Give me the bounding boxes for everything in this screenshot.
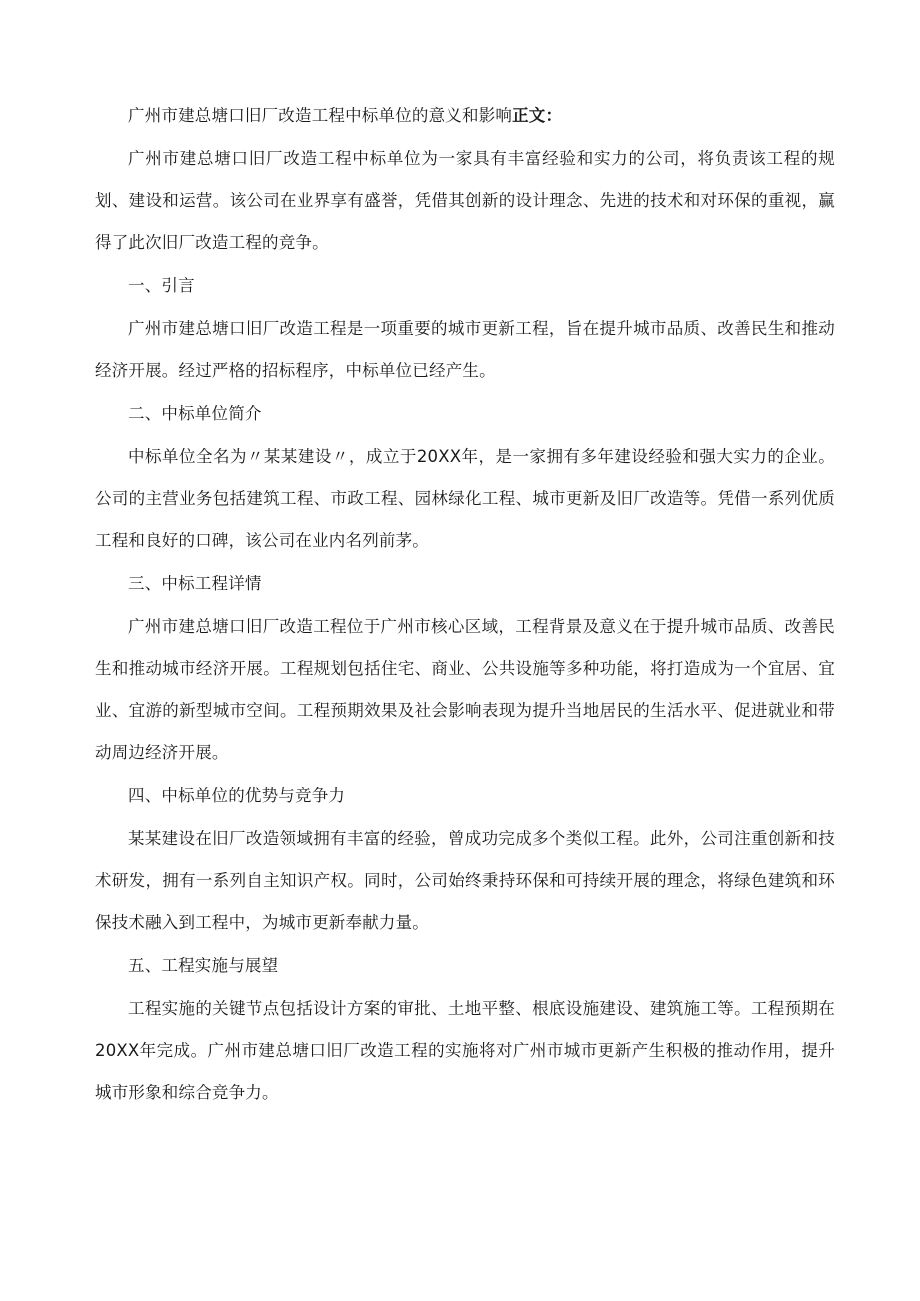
advantages-paragraph: 某某建设在旧厂改造领域拥有丰富的经验，曾成功完成多个类似工程。此外，公司注重创新和技术研发，拥有一系列自主知识产权。同时，公司始终秉持环保和可持续开展的理念，将绿色建筑和环保技术融入到工程中，为城市更新奉献力量。 — [95, 829, 835, 932]
company-profile-paragraph: 中标单位全名为〃某某建设〃，成立于20XX年，是一家拥有多年建设经验和强大实力的企业。公司的主营业务包括建筑工程、市政工程、园林绿化工程、城市更新及旧厂改造等。凭借一系列优质工程和良好的口碑，该公司在业内名列前茅。 — [95, 447, 835, 550]
section-heading-project-details: 三、中标工程详情 — [128, 574, 262, 593]
project-details-paragraph: 广州市建总塘口旧厂改造工程位于广州市核心区域，工程背景及意义在于提升城市品质、改善民生和推动城市经济开展。工程规划包括住宅、商业、公共设施等多种功能，将打造成为一个宜居、宜业、宜游的新型城市空间。工程预期效果及社会影响表现为提升当地居民的生活水平、促进就业和带动周边经济开展。 — [95, 617, 835, 762]
implementation-paragraph: 工程实施的关键节点包括设计方案的审批、土地平整、根底设施建设、建筑施工等。工程预期在20XX年完成。广州市建总塘口旧厂改造工程的实施将对广州市城市更新产生积极的推动作用，提升城市形象和综合竞争力。 — [95, 999, 835, 1102]
section-heading-implementation: 五、工程实施与展望 — [128, 956, 279, 975]
section-heading-introduction: 一、引言 — [128, 276, 195, 295]
introduction-paragraph: 广州市建总塘口旧厂改造工程是一项重要的城市更新工程，旨在提升城市品质、改善民生和推动经济开展。经过严格的招标程序，中标单位已经产生。 — [95, 319, 835, 380]
document-title — [95, 95, 835, 137]
section-heading-company-profile: 二、中标单位简介 — [128, 404, 262, 423]
document-title-suffix: 正文： — [512, 106, 563, 125]
document-title-text: 广州市建总塘口旧厂改造工程中标单位的意义和影响 — [128, 106, 513, 125]
intro-paragraph: 广州市建总塘口旧厂改造工程中标单位为一家具有丰富经验和实力的公司，将负责该工程的规划、建设和运营。该公司在业界享有盛誉，凭借其创新的设计理念、先进的技术和对环保的重视，赢得了此次旧厂改造工程的竞争。 — [95, 149, 835, 252]
document-page — [95, 95, 835, 1114]
section-heading-advantages: 四、中标单位的优势与竞争力 — [128, 786, 346, 805]
